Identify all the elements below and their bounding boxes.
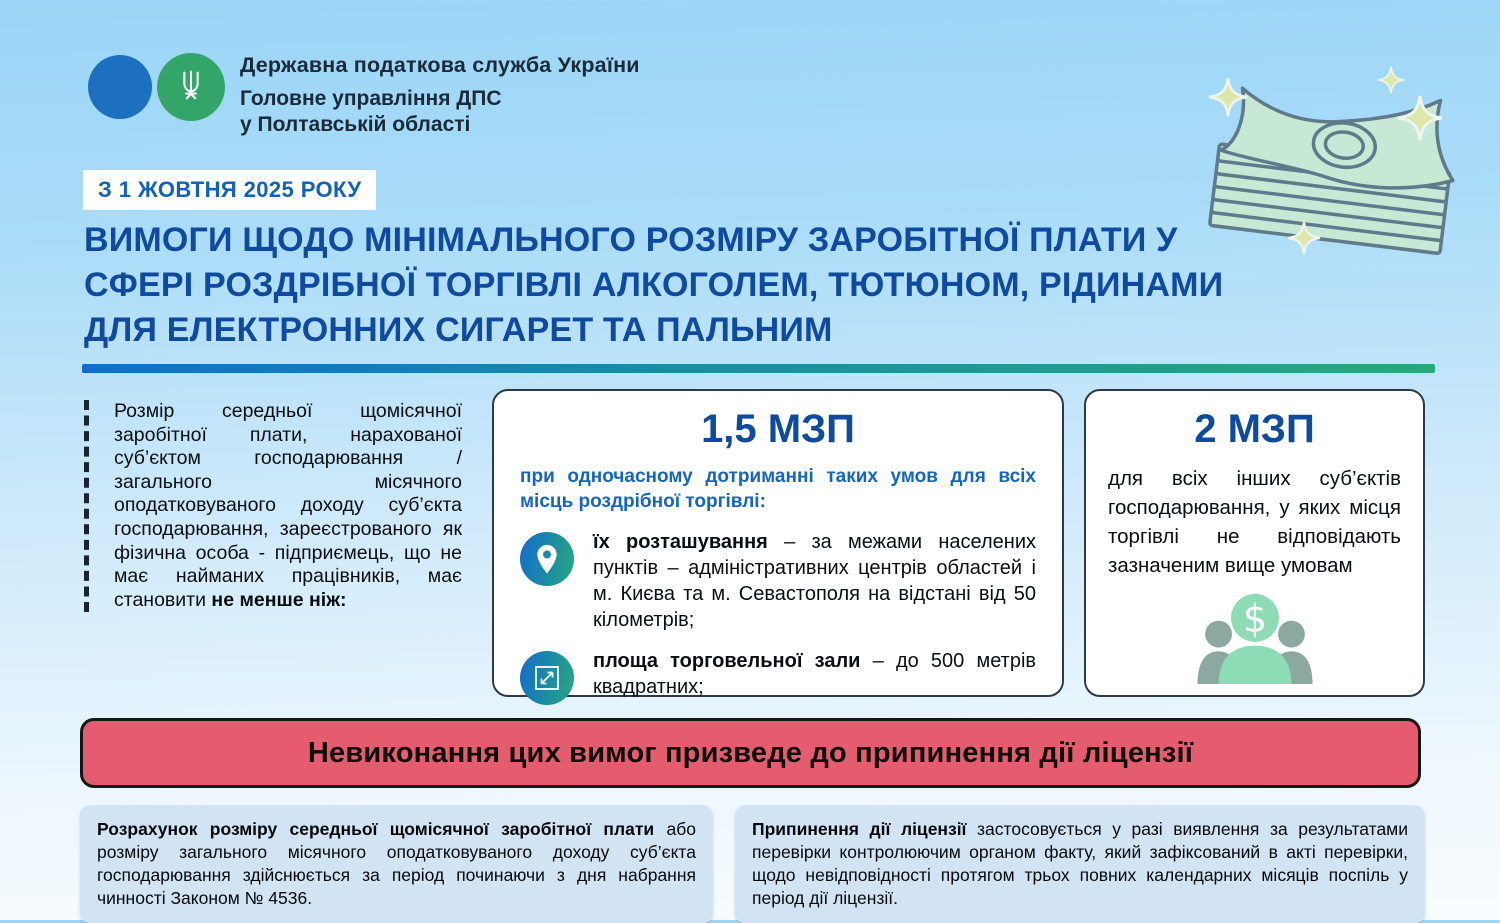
page-title: [84, 218, 1223, 353]
area-dimensions-icon: [520, 651, 574, 705]
intro-bold-tail: не менше ніж:: [211, 588, 347, 611]
card-2-mzp: [1084, 389, 1425, 697]
footnote-lead: Розрахунок розміру середньої щомісячної заробітної плати: [97, 819, 655, 839]
bullet-text: [593, 648, 1036, 700]
bullet-text: [593, 529, 1036, 633]
bullet-lead: площа торговельної зали: [593, 650, 861, 672]
office-line1: Головне управління ДПС: [240, 87, 502, 110]
warning-banner-text: Невиконання цих вимог призведе до припинення дії ліцензії: [307, 736, 1194, 769]
bullet-rest: – до 500 метрів квадратних;: [593, 650, 1037, 698]
list-item: [520, 529, 1036, 633]
card-2-text: для всіх інших суб’єктів господарювання, у яких місця торгівлі не відповідають зазначеним вище умовам: [1108, 467, 1401, 577]
footnote-lead: Припинення дії ліцензії: [752, 819, 967, 839]
people-dollar-icon: [1108, 592, 1401, 684]
intro-text: Розмір середньої щомісячної заробітної плати, нарахованої суб’єктом господарювання / загального місячного оподатковуваного доходу суб’єкта господарювання, зареєстрованого як фізична особа - підприємець, що не має найманих працівників, має становити: [114, 400, 462, 611]
footnote-license-termination: [735, 805, 1425, 923]
date-badge: З 1 ЖОВТНЯ 2025 РОКУ: [83, 170, 376, 210]
card-1-5-title: 1,5 МЗП: [701, 407, 855, 451]
svg-text:$: $: [1242, 596, 1267, 642]
gradient-divider: [82, 364, 1435, 373]
bullet-rest: – за межами населених пунктів – адміністративних центрів областей і м. Києва та м. Севастополя на відстані від 50 кілометрів;: [593, 531, 1036, 631]
money-stack-illustration: [1188, 40, 1480, 293]
logo-blue-circle: [88, 55, 152, 119]
card-2-title: 2 МЗП: [1194, 407, 1315, 451]
title-line-2: СФЕРІ РОЗДРІБНОЇ ТОРГІВЛІ АЛКОГОЛЕМ, ТЮТЮНОМ, РІДИНАМИ: [84, 266, 1224, 304]
card-1-5-mzp: [492, 389, 1064, 697]
title-line-1: ВИМОГИ ЩОДО МІНІМАЛЬНОГО РОЗМІРУ ЗАРОБІТНОЇ ПЛАТИ У: [84, 221, 1178, 259]
org-name: Державна податкова служба України: [240, 53, 640, 77]
footnote-rest: або розміру загального місячного оподатковуваного доходу суб’єкта господарювання здійснюється за період починаючи з дня набрання чинності Законом № 4536.: [97, 819, 696, 908]
location-pin-icon: [520, 532, 574, 586]
title-line-3: ДЛЯ ЕЛЕКТРОННИХ СИГАРЕТ ТА ПАЛЬНИМ: [84, 311, 833, 349]
header-org-block: [240, 53, 640, 138]
intro-paragraph: [84, 400, 462, 612]
footnote-rest: застосовується у разі виявлення за результатами перевірки контролюючим органом факту, який зафіксований в акті перевірки, щодо невідповідності протягом трьох повних календарних місяців поспіль у період дії ліцензії.: [752, 819, 1408, 908]
trident-icon: [172, 66, 210, 109]
logo-green-circle: [157, 53, 225, 121]
card-1-5-subtitle: при одночасному дотриманні таких умов для всіх місць роздрібної торгівлі:: [520, 466, 1036, 512]
list-item: [520, 648, 1036, 705]
warning-banner: [80, 718, 1421, 788]
office-line2: у Полтавській області: [240, 113, 471, 136]
office-name: [240, 86, 640, 138]
bullet-lead: їх розташування: [593, 531, 768, 553]
footnote-calculation: [80, 805, 713, 923]
